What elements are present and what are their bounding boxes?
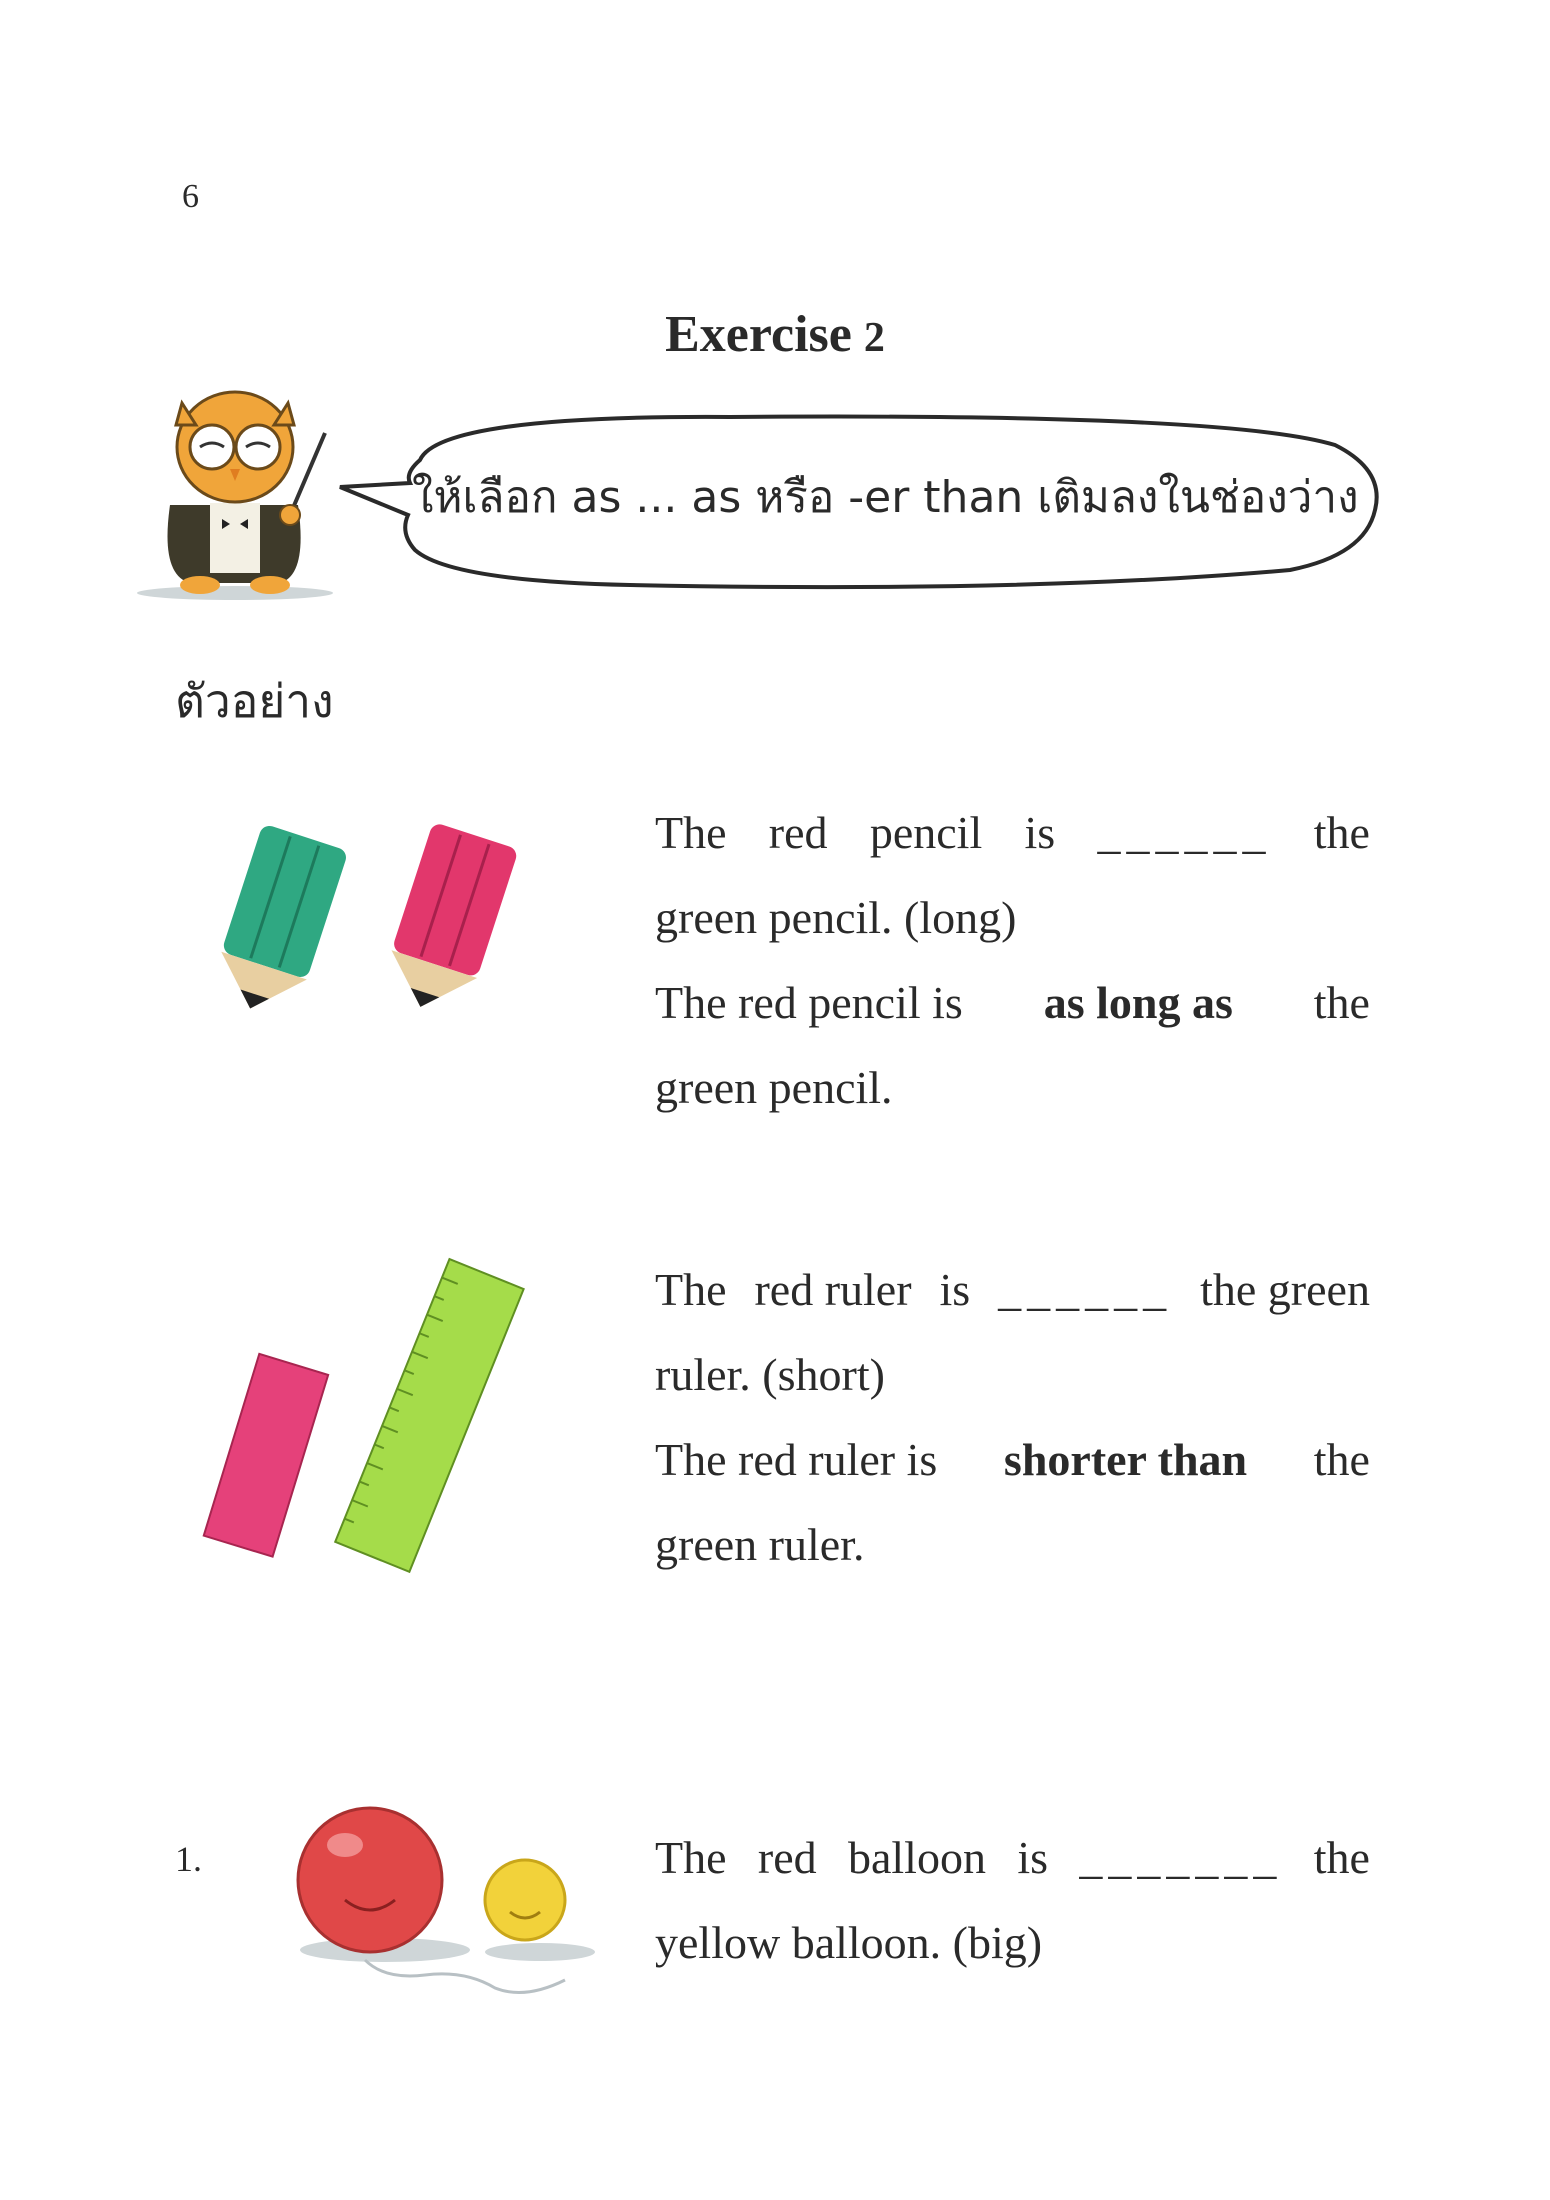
question-1-line-1: The red balloon is _______ the xyxy=(655,1815,1370,1900)
question-1-number: 1. xyxy=(175,1839,202,1879)
example-1-question-line-1: The red pencil is ______ the xyxy=(655,790,1370,875)
owl-teacher-illustration xyxy=(130,385,340,600)
answer-blank: _______ xyxy=(1079,1832,1283,1883)
example-1-question-line-2: green pencil. (long) xyxy=(655,892,1017,943)
balloons-illustration xyxy=(275,1790,595,2010)
rulers-illustration xyxy=(185,1255,555,1585)
example-1-answer-line-2: green pencil. xyxy=(655,1062,893,1113)
example-label: ตัวอย่าง xyxy=(175,674,334,728)
example-2-answer-line-2: green ruler. xyxy=(655,1519,865,1570)
example-1-answer-bold: as long as xyxy=(1043,977,1233,1028)
question-1-line-2: yellow balloon. (big) xyxy=(655,1917,1043,1968)
example-2-answer-line-1: The red ruler is shorter than the xyxy=(655,1417,1370,1502)
exercise-title-word: Exercise xyxy=(665,306,852,363)
example-2 xyxy=(655,1247,1370,1587)
example-2-answer-bold: shorter than xyxy=(1003,1434,1248,1485)
answer-blank: ______ xyxy=(998,1264,1173,1315)
exercise-title xyxy=(0,305,1550,364)
example-1-answer-line-1: The red pencil is as long as the xyxy=(655,960,1370,1045)
answer-blank: ______ xyxy=(1097,807,1272,858)
exercise-number: 2 xyxy=(863,315,885,361)
speech-bubble-text: ให้เลือก as ... as หรือ -er than เติมลงในช่องว่าง xyxy=(412,472,1359,523)
example-2-question-line-1: The red ruler is ______ the green xyxy=(655,1247,1370,1332)
page-number: 6 xyxy=(182,178,199,215)
pencils-illustration xyxy=(195,820,555,1030)
example-2-question-line-2: ruler. (short) xyxy=(655,1349,885,1400)
question-1 xyxy=(655,1815,1370,1985)
example-1 xyxy=(655,790,1370,1130)
